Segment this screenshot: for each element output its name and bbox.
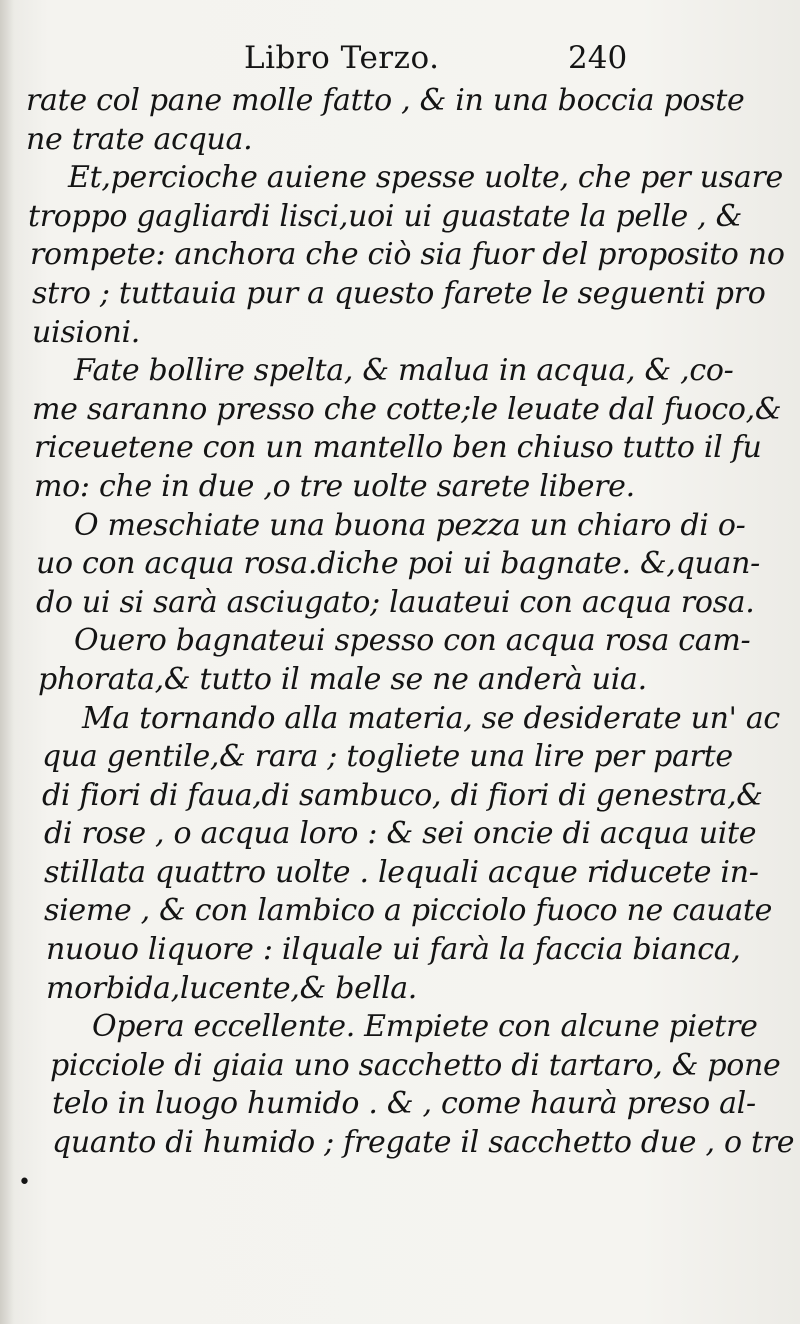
text-line: do ui si sarà asciugato; lauateui con acqua rosa. <box>36 584 755 620</box>
text-line: mo: che in due ,o tre uolte sarete libere. <box>34 468 635 504</box>
gutter-shadow <box>0 0 14 1324</box>
text-line: phorata,& tutto il male se ne anderà uia. <box>38 661 647 697</box>
text-line: O meschiate una buona pezza un chiaro di o- <box>74 507 746 543</box>
text-line: riceuetene con un mantello ben chiuso tutto il fu <box>34 430 762 466</box>
running-title: Libro Terzo. <box>244 40 440 76</box>
text-line: morbida,lucente,& bella. <box>46 970 418 1006</box>
text-line: troppo gagliardi lisci,uoi ui guastate la pelle , & <box>28 198 743 234</box>
text-line: ne trate acqua. <box>26 121 253 157</box>
text-line: Ma tornando alla materia, se desiderate un' ac <box>82 700 780 736</box>
text-line: rompete: anchora che ciò sia fuor del proposito no <box>30 237 785 273</box>
text-line: qua gentile,& rara ; togliete una lire per parte <box>42 739 733 775</box>
text-line: telo in luogo humido . & , come haurà preso al- <box>52 1086 756 1122</box>
page-number: 240 <box>568 40 628 76</box>
text-line: quanto di humido ; fregate il sacchetto due , o tre <box>52 1125 795 1161</box>
text-line: uo con acqua rosa.diche poi ui bagnate. &,quan- <box>36 546 760 582</box>
text-line: stillata quattro uolte . lequali acque riducete in- <box>44 854 759 890</box>
text-line: stro ; tuttauia pur a questo farete le seguenti pro <box>32 275 766 311</box>
text-line: uisioni. <box>32 314 141 350</box>
text-line: me saranno presso che cotte;le leuate dal fuoco,& <box>32 391 782 427</box>
text-line: Ouero bagnateui spesso con acqua rosa cam- <box>74 623 751 659</box>
body-text <box>20 82 795 1163</box>
text-line: picciole di giaia uno sacchetto di tartaro, & pone <box>50 1047 781 1083</box>
text-line: di rose , o acqua loro : & sei oncie di acqua uite <box>44 816 757 852</box>
margin-mark: • <box>18 1170 31 1195</box>
text-line: rate col pane molle fatto , & in una boccia poste <box>26 83 745 118</box>
text-line: Et,percioche auiene spesse uolte, che per usare <box>68 160 783 196</box>
text-line: nuouo liquore : ilquale ui farà la faccia bianca, <box>46 932 741 968</box>
text-line: Fate bollire spelta, & malua in acqua, & ,co- <box>74 353 734 389</box>
text-line: Opera eccellente. Empiete con alcune pietre <box>92 1009 758 1045</box>
page-header <box>0 40 800 84</box>
text-line: sieme , & con lambico a picciolo fuoco ne cauate <box>44 893 773 929</box>
text-line: di fiori di faua,di sambuco, di fiori di genestra,& <box>42 777 763 813</box>
